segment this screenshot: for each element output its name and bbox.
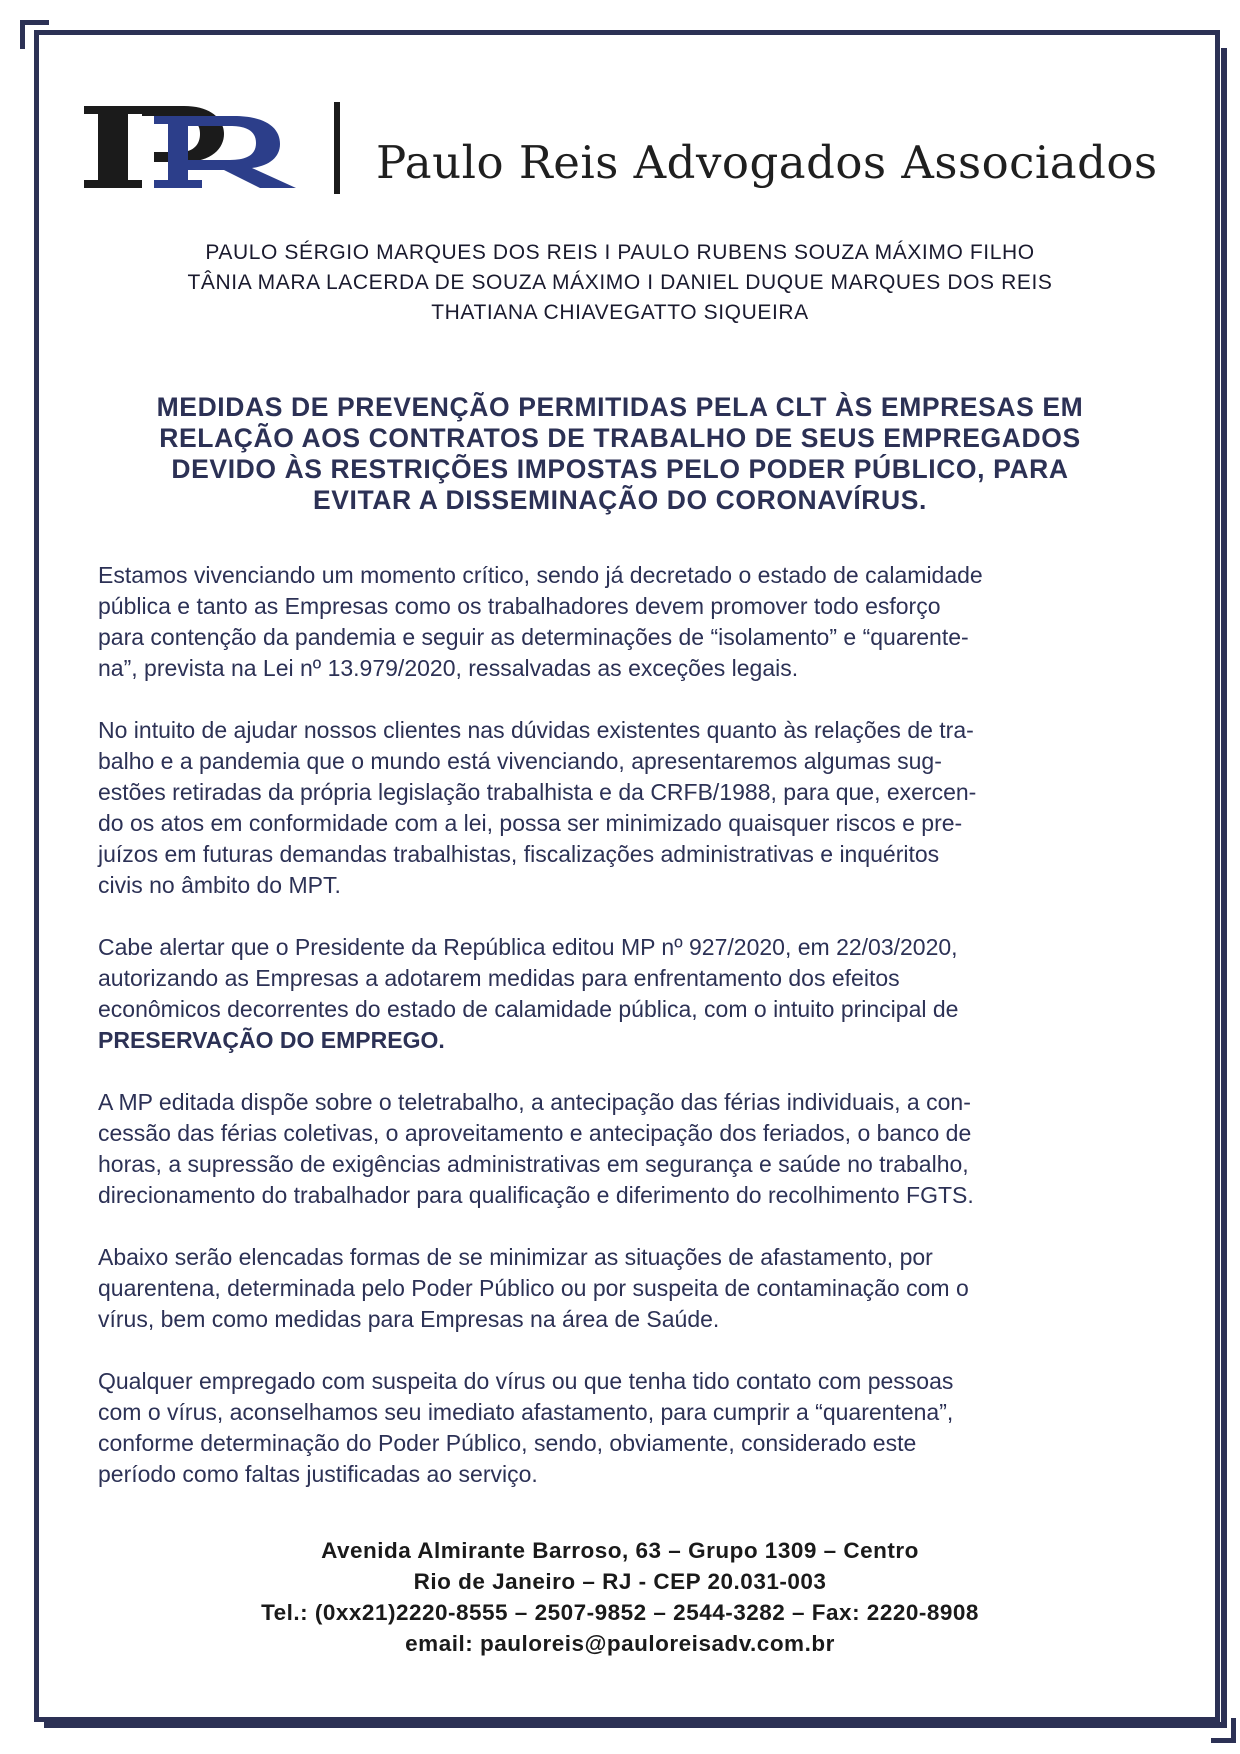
partners-list (80, 238, 1160, 328)
logo-divider (334, 102, 340, 194)
paragraph (98, 932, 1158, 1056)
title-line: DEVIDO ÀS RESTRIÇÕES IMPOSTAS PELO PODER PÚBLICO, PARA (171, 454, 1069, 484)
paragraph-line: vírus, bem como medidas para Empresas na área de Saúde. (98, 1306, 720, 1332)
paragraph-line: Estamos vivenciando um momento crítico, sendo já decretado o estado de calamidade (98, 562, 983, 588)
paragraph-line: para contenção da pandemia e seguir as determinações de “isolamento” e “quarente- (98, 624, 969, 650)
paragraph-line: autorizando as Empresas a adotarem medidas para enfrentamento dos efeitos (98, 965, 900, 991)
paragraph-line: Abaixo serão elencadas formas de se minimizar as situações de afastamento, por (98, 1244, 933, 1270)
contact-footer (90, 1535, 1150, 1659)
paragraph-line: conforme determinação do Poder Público, sendo, obviamente, considerado este (98, 1430, 917, 1456)
paragraph (98, 715, 1158, 901)
paragraph-line: do os atos em conformidade com a lei, possa ser minimizado quaisquer riscos e pre- (98, 810, 963, 836)
paragraph-line: Qualquer empregado com suspeita do vírus ou que tenha tido contato com pessoas (98, 1368, 954, 1394)
frame-shadow-bottom (44, 1722, 1227, 1728)
footer-city: Rio de Janeiro – RJ - CEP 20.031-003 (413, 1569, 827, 1594)
pr-monogram-logo (84, 106, 304, 188)
paragraph-emphasis: PRESERVAÇÃO DO EMPREGO. (98, 1027, 445, 1053)
title-line: RELAÇÃO AOS CONTRATOS DE TRABALHO DE SEUS EMPREGADOS (159, 423, 1081, 453)
paragraph (98, 1087, 1158, 1211)
paragraph-line: A MP editada dispõe sobre o teletrabalho, a antecipação das férias individuais, a con- (98, 1089, 971, 1115)
paragraph-line: com o vírus, aconselhamos seu imediato afastamento, para cumprir a “quarentena”, (98, 1399, 954, 1425)
firm-logo (84, 102, 1164, 202)
paragraph-line: civis no âmbito do MPT. (98, 872, 341, 898)
partners-line: TÂNIA MARA LACERDA DE SOUZA MÁXIMO I DANIEL DUQUE MARQUES DOS REIS (187, 271, 1053, 294)
paragraph-line: período como faltas justificadas ao serviço. (98, 1461, 538, 1487)
document-title (90, 392, 1150, 516)
paragraph-line: Cabe alertar que o Presidente da República editou MP nº 927/2020, em 22/03/2020, (98, 934, 958, 960)
paragraph-line: cessão das férias coletivas, o aproveitamento e antecipação dos feriados, o banco de (98, 1120, 972, 1146)
paragraph-line: econômicos decorrentes do estado de calamidade pública, com o intuito principal de (98, 996, 959, 1022)
frame-corner-bottom-right (1211, 1718, 1236, 1743)
paragraph-line: na”, prevista na Lei nº 13.979/2020, ressalvadas as exceções legais. (98, 655, 799, 681)
partners-line: PAULO SÉRGIO MARQUES DOS REIS I PAULO RUBENS SOUZA MÁXIMO FILHO (205, 241, 1035, 264)
paragraph-line: horas, a supressão de exigências administrativas em segurança e saúde no trabalho, (98, 1151, 969, 1177)
paragraph-line: pública e tanto as Empresas como os trabalhadores devem promover todo esforço (98, 593, 941, 619)
paragraph-line: direcionamento do trabalhador para qualificação e diferimento do recolhimento FGTS. (98, 1182, 974, 1208)
firm-name: Paulo Reis Advogados Associados (376, 136, 1158, 189)
paragraph-line: juízos em futuras demandas trabalhistas, fiscalizações administrativas e inquéritos (98, 841, 940, 867)
paragraph (98, 560, 1158, 684)
title-line: MEDIDAS DE PREVENÇÃO PERMITIDAS PELA CLT ÀS EMPRESAS EM (156, 392, 1084, 422)
partners-line: THATIANA CHIAVEGATTO SIQUEIRA (431, 301, 809, 324)
footer-address: Avenida Almirante Barroso, 63 – Grupo 1309 – Centro (321, 1538, 919, 1563)
paragraph (98, 1242, 1158, 1335)
footer-email: email: pauloreis@pauloreisadv.com.br (405, 1631, 835, 1656)
paragraph-line: No intuito de ajudar nossos clientes nas dúvidas existentes quanto às relações de tra- (98, 717, 974, 743)
footer-phones: Tel.: (0xx21)2220-8555 – 2507-9852 – 2544-3282 – Fax: 2220-8908 (261, 1600, 979, 1625)
paragraph-line: balho e a pandemia que o mundo está vivenciando, apresentaremos algumas sug- (98, 748, 942, 774)
paragraph (98, 1366, 1158, 1490)
document-body (98, 560, 1158, 1521)
paragraph-line: estões retiradas da própria legislação trabalhista e da CRFB/1988, para que, exercen- (98, 779, 977, 805)
title-line: EVITAR A DISSEMINAÇÃO DO CORONAVÍRUS. (312, 485, 928, 515)
paragraph-line: quarentena, determinada pelo Poder Público ou por suspeita de contaminação com o (98, 1275, 969, 1301)
frame-shadow-right (1221, 48, 1227, 1728)
